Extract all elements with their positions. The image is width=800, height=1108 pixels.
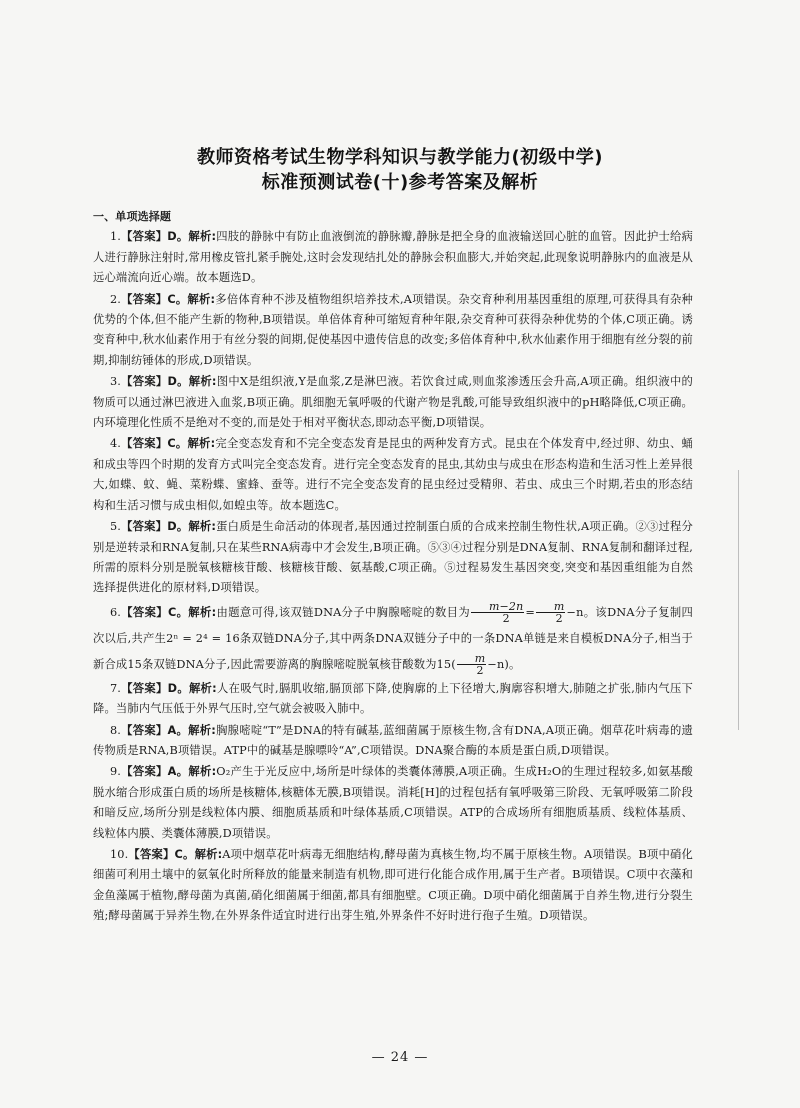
answer-key: 【答案】C。: [121, 292, 188, 306]
question-item-6: [93, 600, 693, 678]
analysis-label: 解析:: [188, 681, 217, 695]
fraction-m-minus-2n-over-2: [471, 601, 524, 624]
analysis-text: 多倍体育种不涉及植物组织培养技术,A项错误。杂交育种利用基因重组的原理,可获得具有杂种优势的个体,但不能产生新的物种,B项错误。单倍体育种可缩短育种年限,杂交育种可获得杂种优势的个体,C项正确。诱变育种中,秋水仙素作用于有丝分裂的间期,促使基因中遗传信息的改变;多倍体育种中,秋水仙素作用于细胞有丝分裂的前期,抑制纺锤体的形成,D项错误。: [93, 292, 693, 367]
question-number: 7.: [109, 681, 122, 695]
document-title: 教师资格考试生物学科知识与教学能力(初级中学): [197, 147, 603, 168]
analysis-label: 解析:: [188, 230, 217, 244]
section-heading: 一、单项选择题: [93, 210, 172, 223]
equals-sign: =: [525, 605, 535, 619]
analysis-label: 解析:: [188, 765, 217, 779]
analysis-label: 解析:: [194, 847, 223, 861]
fraction-numerator: m: [457, 653, 487, 665]
analysis-label: 解析:: [188, 375, 217, 389]
analysis-text: 四肢的静脉中有防止血液倒流的静脉瓣,静脉是把全身的血液输送回心脏的血管。因此护士给病人进行静脉注射时,常用橡皮管扎紧手腕处,这时会发现结扎处的静脉会积血膨大,并始突起,此现象说明静脉内的血液是从远心端流向近心端。故本题选D。: [93, 230, 693, 285]
analysis-text: 胸腺嘧啶“T”是DNA的特有碱基,蓝细菌属于原核生物,含有DNA,A项正确。烟草花叶病毒的遗传物质是RNA,B项错误。ATP中的碱基是腺嘌呤“A”,C项错误。DNA聚合酶的本质是蛋白质,D项错误。: [93, 723, 693, 757]
page-number: — 24 —: [371, 1050, 429, 1065]
question-item-4: [93, 434, 693, 516]
question-item-8: [93, 721, 693, 762]
question-number: 8.: [109, 723, 122, 737]
question-number: 3.: [109, 375, 122, 389]
question-item-7: [93, 679, 693, 720]
analysis-text: −n。该DNA分子复制四次以后,共产生2ⁿ = 2⁴ = 16条双链DNA分子,其中两条DNA双链分子中的一条DNA单链是来自模板DNA分子,相当于新合成15条双链DNA分子,因此需要游离的胸腺嘧啶脱氧核苷酸数为15(: [93, 605, 693, 671]
answer-key: 【答案】C。: [121, 605, 189, 619]
question-number: 2.: [109, 292, 122, 306]
question-item-5: [93, 517, 693, 599]
fraction-denominator: 2: [555, 612, 563, 626]
question-item-9: [93, 762, 693, 844]
analysis-text: −n)。: [487, 657, 521, 671]
question-item-10: [93, 845, 693, 927]
analysis-text: 完全变态发育和不完全变态发育是昆虫的两种发育方式。昆虫在个体发育中,经过卵、幼虫、蛹和成虫等四个时期的发育方式叫完全变态发育。进行完全变态发育的昆虫,其幼虫与成虫在形态构造和生活习性上差异很大,如蝶、蚊、蝇、菜粉蝶、蜜蜂、蚕等。进行不完全变态发育的昆虫经过受精卵、若虫、成虫三个时期,若虫的形态结构和生活习惯与成虫相似,如蝗虫等。故本题选C。: [93, 437, 693, 512]
question-item-2: [93, 290, 693, 372]
question-item-1: [93, 227, 693, 288]
document-subtitle: 标准预测试卷(十)参考答案及解析: [261, 172, 539, 193]
analysis-text: 图中X是组织液,Y是血浆,Z是淋巴液。若饮食过咸,则血浆渗透压会升高,A项正确。组织液中的物质可以通过淋巴液进入血浆,B项正确。肌细胞无氧呼吸的代谢产物是乳酸,可能导致组织液中的pH略降低,C项正确。内环境理化性质不是绝对不变的,而是处于相对平衡状态,即动态平衡,D项错误。: [93, 375, 693, 430]
answer-key: 【答案】A。: [121, 723, 189, 737]
answer-key: 【答案】D。: [121, 230, 189, 244]
question-number: 5.: [109, 520, 122, 534]
question-number: 1.: [109, 230, 122, 244]
question-number: 9.: [109, 765, 122, 779]
analysis-text: O₂产生于光反应中,场所是叶绿体的类囊体薄膜,A项正确。生成H₂O的生理过程较多,如氨基酸脱水缩合形成蛋白质的场所是核糖体,核糖体无膜,B项错误。消耗[H]的过程包括有氧呼吸第三阶段、无氧呼吸第二阶段和暗反应,场所分别是线粒体内膜、细胞质基质和叶绿体基质,C项错误。ATP的合成场所有细胞质基质、线粒体基质、线粒体内膜、类囊体薄膜,D项错误。: [93, 765, 694, 840]
fraction-denominator: 2: [502, 612, 510, 626]
scan-artifact-line: [738, 470, 739, 730]
analysis-label: 解析:: [188, 520, 217, 534]
answer-key: 【答案】D。: [121, 375, 189, 389]
fraction-m-over-2: [536, 601, 566, 624]
analysis-text: 人在吸气时,膈肌收缩,膈顶部下降,使胸廓的上下径增大,胸廓容积增大,肺随之扩张,肺内气压下降。当肺内气压低于外界气压时,空气就会被吸入肺中。: [93, 681, 693, 716]
question-number: 10.: [109, 847, 129, 861]
question-number: 6.: [109, 605, 122, 619]
analysis-label: 解析:: [187, 292, 216, 306]
analysis-text: 蛋白质是生命活动的体现者,基因通过控制蛋白质的合成来控制生物性状,A项正确。②③过程分别是逆转录和RNA复制,只在某些RNA病毒中才会发生,B项正确。⑤③④过程分别是DNA复制、RNA复制和翻译过程,所需的原料分别是脱氧核糖核苷酸、核糖核苷酸、氨基酸,C项正确。⑤过程易发生基因突变,突变和基因重组能为自然选择提供进化的原材料,D项错误。: [93, 520, 694, 595]
answer-key: 【答案】A。: [121, 765, 189, 779]
analysis-text: A项中烟草花叶病毒无细胞结构,酵母菌为真核生物,均不属于原核生物。A项错误。B项中硝化细菌可利用土壤中的氨氧化时所释放的能量来制造有机物,即可进行化能合成作用,属于生产者。B项错误。C项中衣藻和金鱼藻属于植物,酵母菌为真菌,硝化细菌属于细菌,都具有细胞壁。C项正确。D项中硝化细菌属于自养生物,进行分裂生殖;酵母菌属于异养生物,在外界条件适宜时进行出芽生殖,外界条件不好时进行孢子生殖。D项错误。: [93, 847, 693, 923]
analysis-text: 由题意可得,该双链DNA分子中胸腺嘧啶的数目为: [216, 605, 471, 619]
fraction-numerator: m−2n: [471, 601, 524, 613]
analysis-label: 解析:: [188, 723, 216, 737]
answer-key: 【答案】D。: [121, 681, 189, 695]
fraction-denominator: 2: [476, 664, 484, 678]
analysis-label: 解析:: [188, 605, 217, 619]
answer-key: 【答案】C。: [121, 437, 188, 451]
fraction-numerator: m: [536, 601, 566, 613]
answer-key: 【答案】C。: [128, 847, 195, 861]
answer-content: [93, 207, 693, 928]
question-number: 4.: [109, 437, 122, 451]
answer-key: 【答案】D。: [121, 520, 189, 534]
fraction-m-over-2-final: [457, 653, 487, 676]
question-item-3: [93, 372, 693, 433]
analysis-label: 解析:: [187, 437, 216, 451]
